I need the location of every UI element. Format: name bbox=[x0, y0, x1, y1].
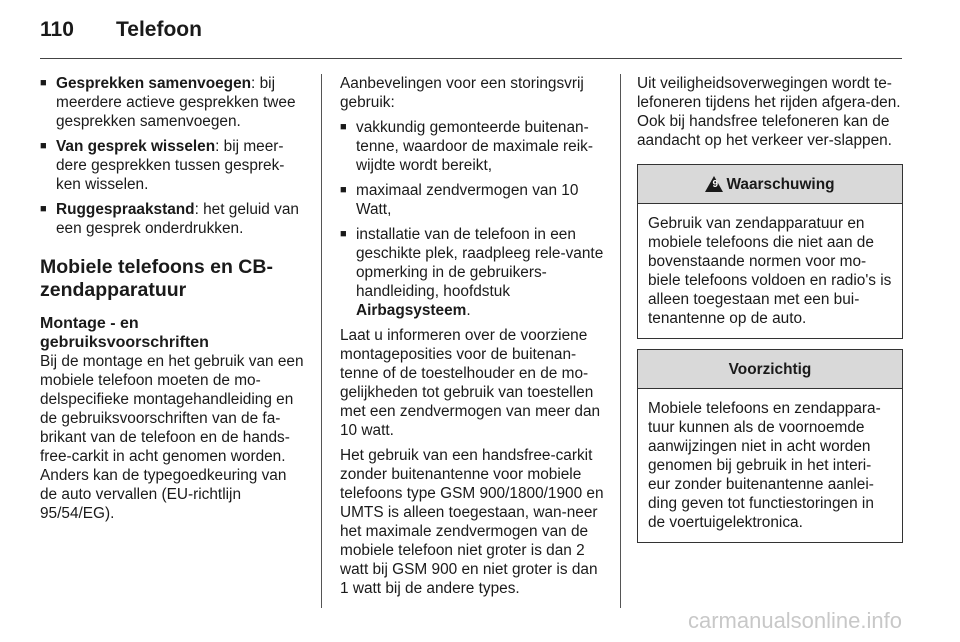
body-paragraph: Uit veiligheidsoverwegingen wordt te-lefoneren tijdens het rijden afgera-den. Ook bij handsfree telefoneren kan de aandacht op het verkeer ver-slappen. bbox=[637, 75, 901, 149]
page-title: Telefoon bbox=[116, 18, 202, 41]
list-item-term: Gesprekken samenvoegen bbox=[56, 75, 252, 92]
intro-paragraph: Aanbevelingen voor een storingsvrij gebruik: bbox=[340, 75, 584, 111]
warning-triangle-icon bbox=[705, 176, 723, 192]
body-paragraph: Het gebruik van een handsfree-carkit zonder buitenantenne voor mobiele telefoons type GSM 900/1800/1900 en UMTS is alleen toegestaan, wan-neer het maximale zendvermogen van de mobiele telefoon niet groter is dan 2 watt bij GSM 900 en niet groter is dan 1 watt bij de andere types. bbox=[340, 447, 604, 597]
body-paragraph: Bij de montage en het gebruik van een mobiele telefoon moeten de mo-delspecifieke montagehandleiding en de gebruiksvoorschriften van de fa-brikant van de telefoon en de hands-free-carkit in acht genomen worden. Anders kan de typegoedkeuring van de auto vervallen (EU-richtlijn 95/54/EG). bbox=[40, 353, 304, 522]
list-item-text: installatie van de telefoon in een geschikte plek, raadpleeg rele-vante opmerking in de gebruikers-handleiding, hoofdstuk bbox=[356, 226, 604, 300]
list-item-term: Van gesprek wisselen bbox=[56, 138, 216, 155]
caution-title: Voorzichtig bbox=[728, 360, 812, 378]
caution-body: Mobiele telefoons en zendappara-tuur kunnen als de voornoemde aanwijzingen niet in acht worden genomen bij gebruik in het interi-eur zonder buitenantenne aanlei-ding geven tot functiestoringen in de voertuigelektronica. bbox=[648, 400, 881, 531]
caution-header bbox=[638, 350, 902, 389]
list-item-end: . bbox=[466, 302, 471, 319]
warning-icon-glyph: 9 bbox=[712, 179, 719, 190]
list-item bbox=[40, 74, 306, 131]
page-header bbox=[40, 18, 202, 48]
header-rule bbox=[40, 58, 902, 59]
column-3 bbox=[637, 74, 903, 553]
chapter-reference: Airbagsysteem bbox=[356, 302, 467, 319]
column-2 bbox=[340, 74, 606, 604]
warning-title: Waarschuwing bbox=[726, 175, 835, 193]
caution-box bbox=[637, 349, 903, 543]
list-item bbox=[40, 137, 306, 194]
list-item: ■ maximaal zendvermogen van 10 Watt, bbox=[340, 181, 606, 219]
body-paragraph: Laat u informeren over de voorziene montageposities voor de buitenan-tenne of de toestelhouder en de mo-gelijkheden tot gebruik van toestellen met een zendvermogen van meer dan 10 watt. bbox=[340, 327, 601, 439]
list-item-text: : bij meer-dere gesprekken tussen gesprek-ken wisselen. bbox=[56, 138, 285, 193]
warning-box bbox=[637, 164, 903, 339]
column-1 bbox=[40, 74, 306, 529]
list-item-text: : bij meerdere actieve gesprekken twee gesprekken samenvoegen. bbox=[56, 75, 296, 130]
warning-header bbox=[638, 165, 902, 204]
list-item-text: : het geluid van een gesprek onderdrukken. bbox=[56, 201, 299, 237]
watermark: carmanualsonline.info bbox=[687, 608, 902, 633]
sub-heading: Montage - en gebruiksvoorschriften bbox=[40, 315, 209, 351]
section-heading: Mobiele telefoons en CB-zendapparatuur bbox=[40, 256, 273, 301]
warning-body: Gebruik van zendapparatuur en mobiele telefoons die niet aan de bovenstaande normen voor mo-biele telefoons voldoen en radio's is alleen toegestaan met een bui-tenantenne op de auto. bbox=[648, 215, 892, 327]
page-number: 110 bbox=[40, 18, 74, 41]
column-divider-2 bbox=[620, 74, 621, 608]
column-divider-1 bbox=[321, 74, 322, 608]
list-item bbox=[40, 200, 306, 238]
list-item-term: Ruggespraakstand bbox=[56, 201, 195, 218]
list-item bbox=[340, 225, 606, 320]
list-item: ■ vakkundig gemonteerde buitenan-tenne, waardoor de maximale reik-wijdte wordt bereikt, bbox=[340, 118, 606, 175]
